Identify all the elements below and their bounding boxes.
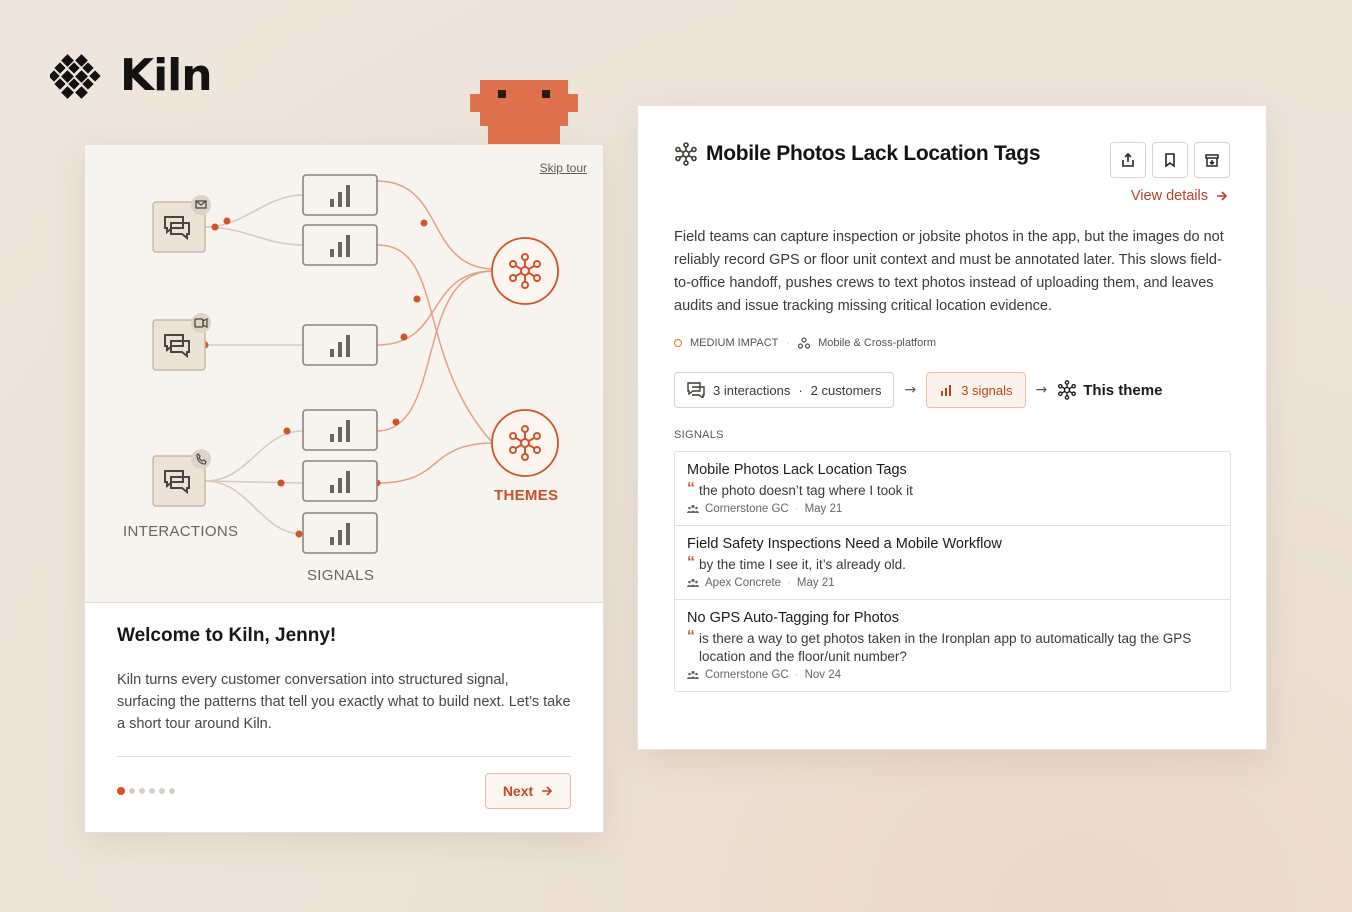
meta-separator: ·: [794, 503, 799, 515]
progress-dot: [129, 788, 135, 794]
signal-node: [303, 325, 377, 365]
signal-title: No GPS Auto-Tagging for Photos: [687, 610, 899, 626]
signals-heading: SIGNALS: [674, 429, 724, 441]
brand-logo: [50, 50, 212, 101]
divider: [117, 756, 571, 757]
bookmark-button[interactable]: [1152, 142, 1188, 178]
theme-node: [492, 410, 558, 476]
meta-separator: ·: [786, 337, 791, 349]
impact-badge: MEDIUM IMPACT: [690, 337, 779, 349]
theme-header: [674, 142, 1040, 166]
signal-quote-text: the photo doesn’t tag where I took it: [699, 483, 913, 498]
signal-title: Mobile Photos Lack Location Tags: [687, 462, 907, 478]
signal-quote: [687, 630, 1218, 666]
platform-icon: [798, 337, 810, 349]
tour-illustration: [85, 145, 603, 603]
signal-title: Field Safety Inspections Need a Mobile Workflow: [687, 536, 1002, 552]
signal-date: May 21: [796, 577, 835, 589]
customers-count: 2 customers: [810, 382, 882, 398]
bookmark-icon: [1162, 152, 1178, 168]
arrow-right-icon: [1216, 190, 1228, 202]
theme-card: [637, 105, 1267, 750]
signal-customer: Cornerstone GC: [705, 503, 789, 515]
theme-title: Mobile Photos Lack Location Tags: [706, 142, 1041, 165]
progress-dot: [159, 788, 165, 794]
signal-node: [303, 410, 377, 450]
interaction-node-email: [153, 195, 211, 252]
tour-body: [117, 625, 571, 735]
view-details-label: View details: [1130, 188, 1208, 204]
mascot-icon: [470, 80, 578, 146]
signal-quote: [687, 556, 1218, 574]
arrow-right-icon: [541, 785, 553, 797]
signal-customer: Apex Concrete: [705, 577, 782, 589]
interaction-node-phone: [153, 449, 211, 506]
signal-node: [303, 175, 377, 215]
users-icon: [687, 670, 699, 680]
quote-icon: “: [687, 554, 695, 571]
bar-chart-icon: [939, 383, 953, 397]
kiln-logo-icon: [50, 53, 108, 99]
signal-node: [303, 461, 377, 501]
view-details-link[interactable]: [1131, 188, 1228, 204]
message-icon: [687, 382, 705, 398]
signal-quote: [687, 482, 1218, 500]
quote-icon: “: [687, 480, 695, 497]
interactions-label: INTERACTIONS: [123, 523, 239, 540]
interactions-chip[interactable]: [674, 372, 894, 408]
progress-dot: [149, 788, 155, 794]
progress-dot-active: [117, 787, 125, 795]
users-icon: [687, 504, 699, 514]
signal-date: May 21: [804, 503, 843, 515]
meta-separator: ·: [794, 669, 799, 681]
signal-list-item[interactable]: [675, 600, 1230, 691]
tour-text: Kiln turns every customer conversation into structured signal, surfacing the patterns that tell you exactly what to build next. Let’s take a short tour around Kiln.: [117, 672, 571, 732]
signal-meta: [687, 503, 1218, 515]
signal-node: [303, 225, 377, 265]
platform-label: Mobile & Cross-platform: [818, 337, 937, 349]
next-button[interactable]: [485, 773, 571, 809]
arrow-right-icon: →: [1035, 382, 1048, 398]
progress-dot: [139, 788, 145, 794]
chip-separator: ·: [798, 382, 803, 398]
next-button-label: Next: [502, 783, 534, 799]
users-icon: [687, 578, 699, 588]
signals-list: [674, 451, 1231, 692]
brand-name: Kiln: [120, 50, 212, 101]
theme-flow: [674, 372, 1162, 408]
themes-label: THEMES: [494, 487, 559, 504]
signal-quote-text: is there a way to get photos taken in the Ironplan app to automatically tag the GPS location and the floor/unit number?: [699, 631, 1192, 664]
meta-separator: ·: [787, 577, 791, 589]
archive-icon: [1204, 152, 1220, 168]
theme-network-icon: [674, 142, 698, 166]
quote-icon: “: [687, 628, 695, 645]
tour-title: Welcome to Kiln, Jenny!: [117, 625, 337, 646]
signal-meta: [687, 669, 1218, 681]
signal-customer: Cornerstone GC: [705, 669, 789, 681]
this-theme-label: [1057, 380, 1162, 400]
arrow-right-icon: →: [904, 382, 917, 398]
archive-button[interactable]: [1194, 142, 1230, 178]
signals-label: SIGNALS: [307, 567, 375, 584]
interactions-count: 3 interactions: [713, 382, 791, 398]
signal-date: Nov 24: [804, 669, 842, 681]
signal-quote-text: by the time I see it, it’s already old.: [699, 557, 906, 572]
progress-dot: [169, 788, 175, 794]
tour-card: [84, 144, 604, 833]
skip-tour-link[interactable]: Skip tour: [539, 161, 587, 175]
signals-count: 3 signals: [961, 382, 1013, 398]
theme-description: Field teams can capture inspection or jobsite photos in the app, but the images do not reliably record GPS or floor unit context and must be annotated later. This slows field-to-office handoff, pushes crews to text photos instead of uploading them, and leaves audits and issue tracking missing critical location evidence.: [674, 229, 1224, 314]
signals-chip[interactable]: [926, 372, 1025, 408]
signal-node: [303, 513, 377, 553]
theme-actions: [1110, 142, 1230, 178]
share-icon: [1120, 152, 1136, 168]
share-button[interactable]: [1110, 142, 1146, 178]
signal-meta: [687, 577, 1218, 589]
impact-icon: [674, 339, 682, 347]
signal-list-item[interactable]: [675, 452, 1230, 526]
theme-meta: [674, 337, 936, 349]
theme-network-icon: [1057, 380, 1077, 400]
theme-node: [492, 238, 558, 304]
interaction-node-video: [153, 313, 211, 370]
tour-progress-dots: [117, 787, 175, 795]
signal-list-item[interactable]: [675, 526, 1230, 600]
this-theme-text: This theme: [1083, 381, 1163, 399]
